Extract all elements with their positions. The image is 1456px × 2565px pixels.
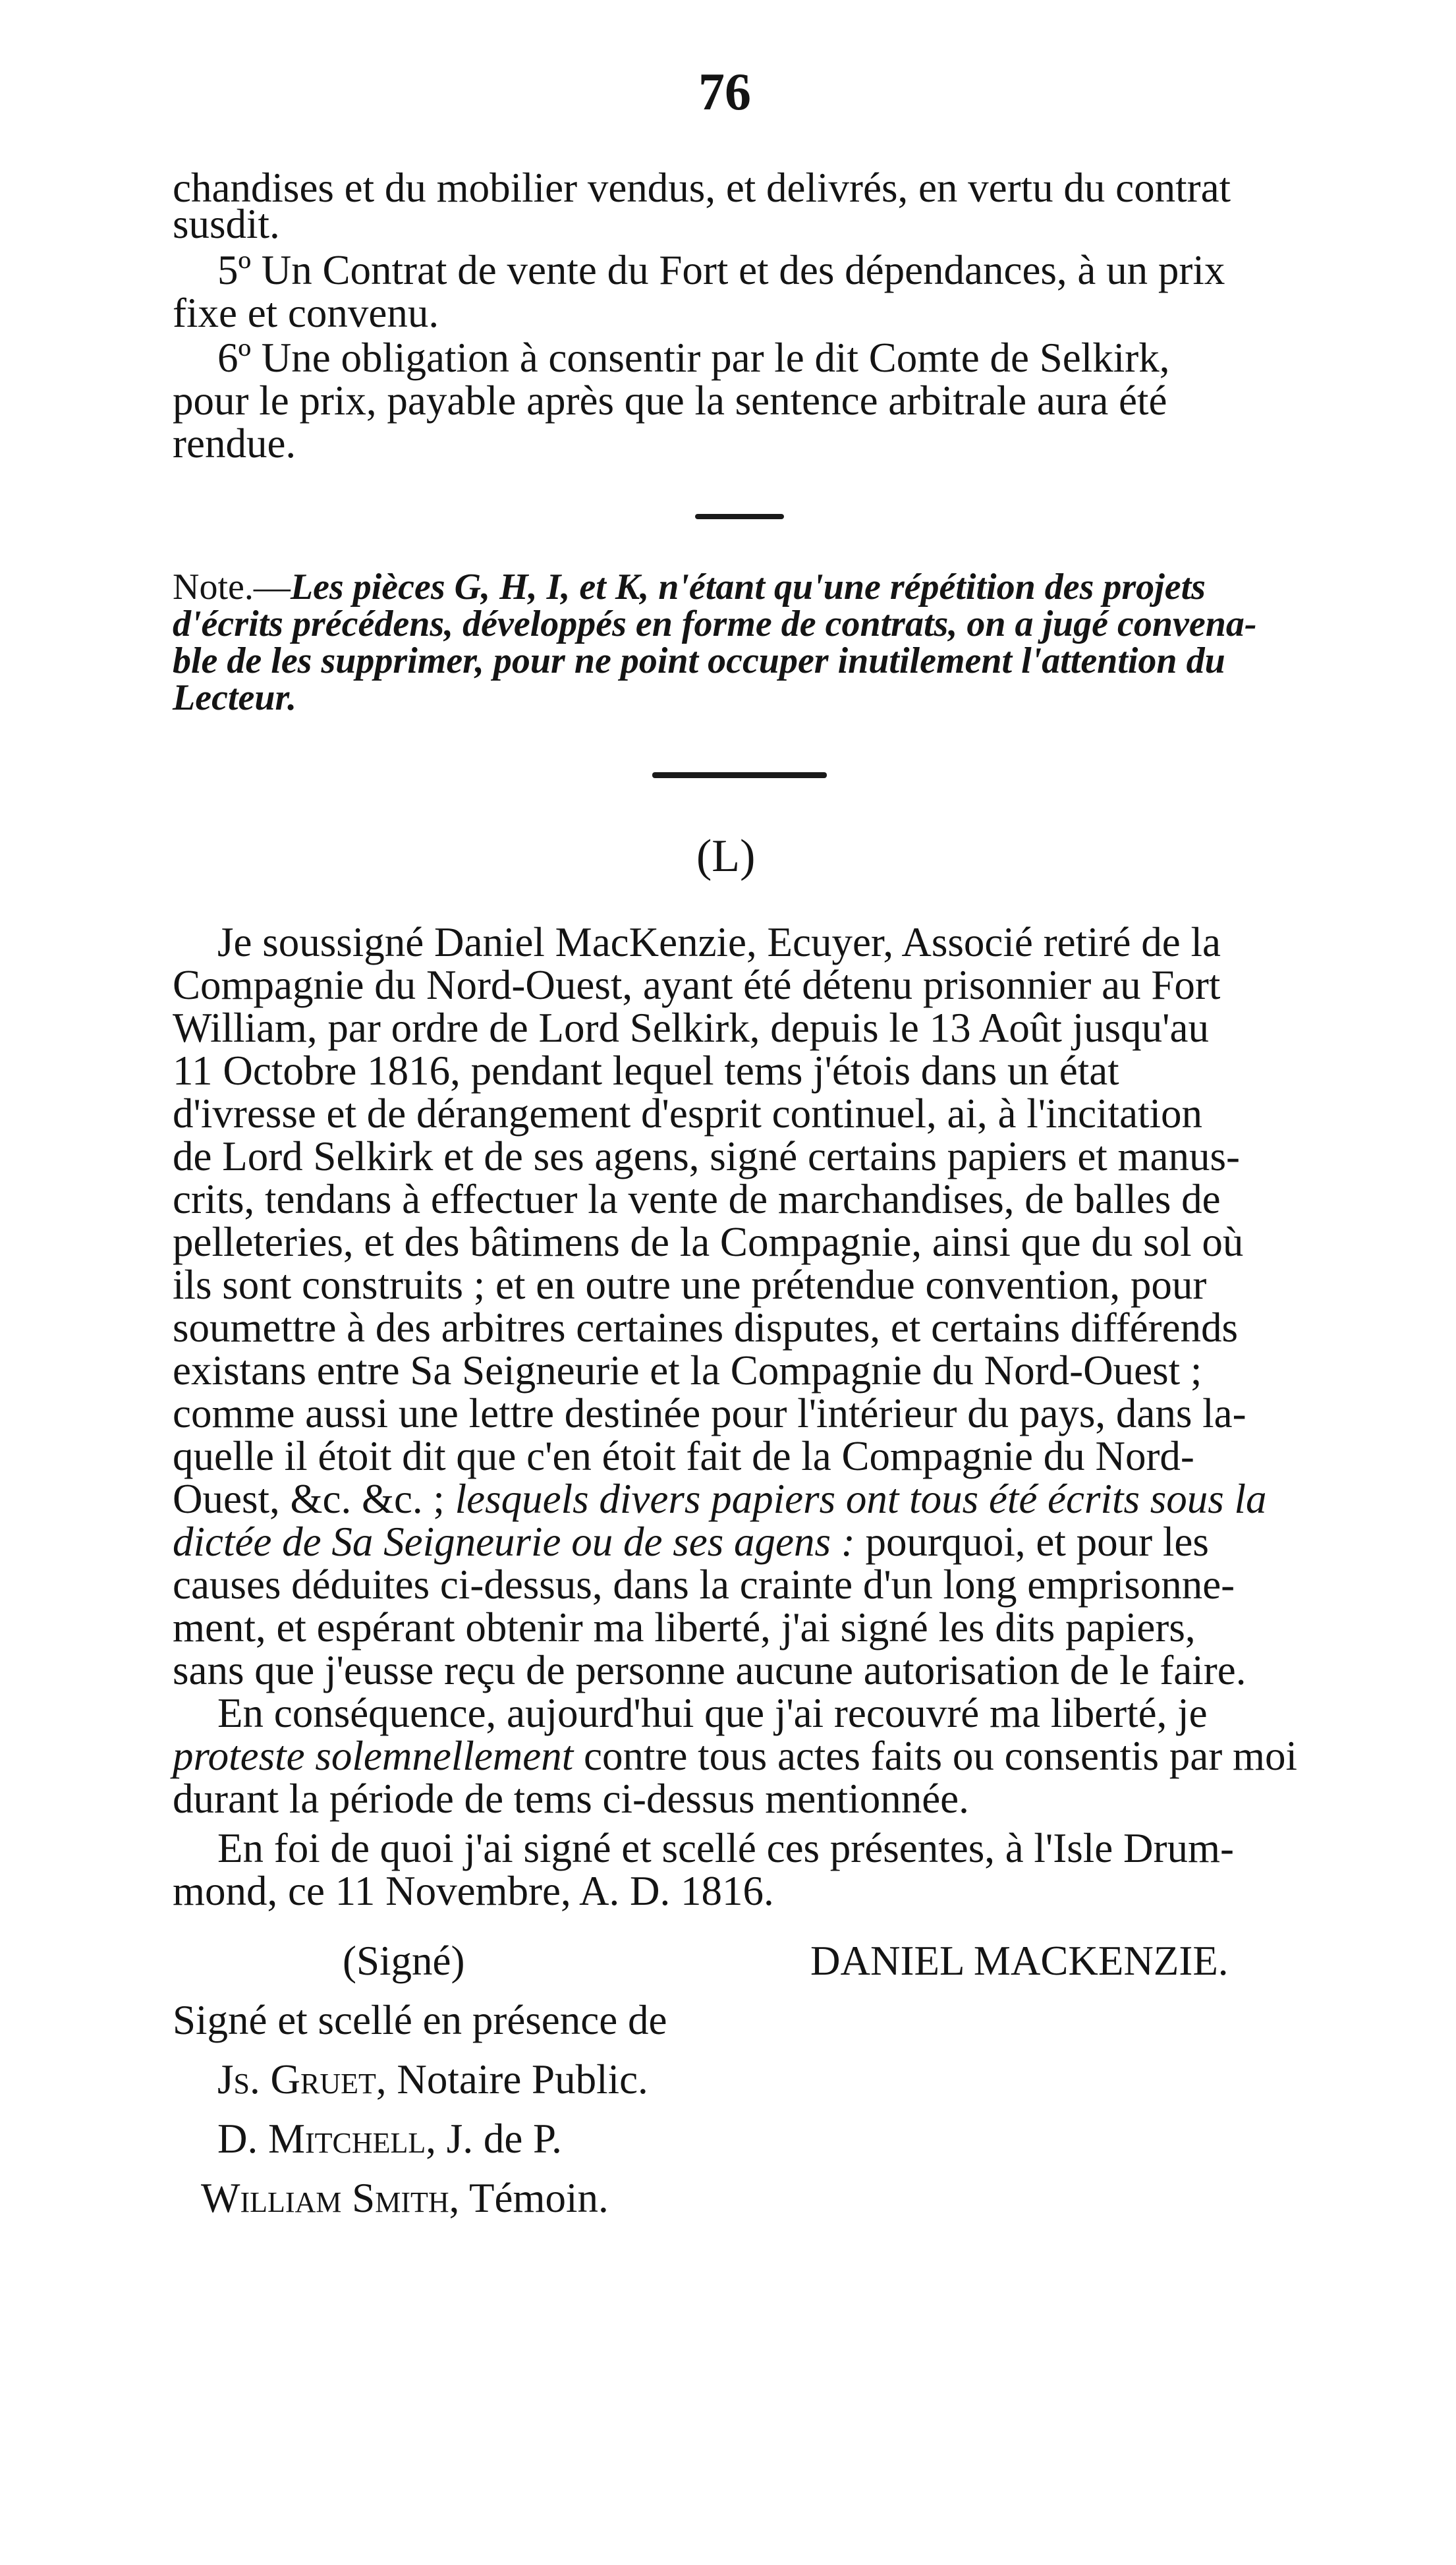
text-line [173,1476,1267,1522]
text-line: pour le prix, payable après que la sentence arbitrale aura été [173,378,1167,424]
text-line: rendue. [173,420,296,466]
text-line: causes déduites ci-dessus, dans la crainte d'un long emprisonne- [173,1562,1235,1608]
note-text: Les pièces G, H, I, et K, n'étant qu'une répétition des projets [290,567,1206,607]
text-line: 11 Octobre 1816, pendant lequel tems j'étois dans un état [173,1048,1119,1094]
text-line: pelleteries, et des bâtimens de la Compagnie, ainsi que du sol où [173,1219,1244,1265]
page-number: 76 [698,63,751,121]
note-line [173,642,1225,680]
note-text: d'écrits précédens, développés en forme de contrats, on a jugé convena- [173,604,1257,644]
text-line: En foi de quoi j'ai signé et scellé ces présentes, à l'Isle Drum- [217,1825,1234,1871]
italic-span: proteste solemnellement [173,1733,574,1779]
text-line: durant la période de tems ci-dessus mentionnée. [173,1776,969,1822]
witness-name: D. Mitchell [217,2116,426,2162]
section-heading: (L) [696,831,756,882]
text-line: ils sont construits ; et en outre une prétendue convention, pour [173,1262,1207,1308]
italic-span: dictée de Sa Seigneurie ou de ses agens : [173,1519,866,1565]
divider-rule [695,514,784,519]
text-line: existans entre Sa Seigneurie et la Compagnie du Nord-Ouest ; [173,1347,1202,1394]
text-line [173,1733,1297,1779]
witness-role: , Notaire Public. [376,2056,648,2102]
text-span: pourquoi, et pour les [865,1519,1209,1565]
witness-line [217,2115,562,2163]
witness-name: William Smith [201,2175,449,2221]
text-line: soumettre à des arbitres certaines disputes, et certains différends [173,1305,1238,1351]
witness-line [201,2174,609,2222]
text-line: Compagnie du Nord-Ouest, ayant été détenu prisonnier au Fort [173,962,1221,1008]
text-line: crits, tendans à effectuer la vente de marchandises, de balles de [173,1176,1221,1222]
text-line [173,1519,1209,1565]
witness-role: , J. de P. [426,2116,562,2162]
note-line [173,568,1206,606]
text-line: 5º Un Contrat de vente du Fort et des dépendances, à un prix [217,247,1225,293]
text-span: Ouest, &c. &c. ; [173,1476,455,1522]
signer-name: DANIEL MACKENZIE. [810,1938,1229,1984]
divider-rule [652,772,827,778]
signed-label: (Signé) [343,1938,465,1984]
text-line: 6º Une obligation à consentir par le dit Comte de Selkirk, [217,335,1170,381]
note-text: ble de les supprimer, pour ne point occuper inutilement l'attention du [173,640,1225,681]
presence-line: Signé et scellé en présence de [173,1997,667,2043]
text-line: sans que j'eusse reçu de personne aucune autorisation de le faire. [173,1647,1246,1693]
text-line: quelle il étoit dit que c'en étoit fait de la Compagnie du Nord- [173,1433,1194,1479]
text-line: mond, ce 11 Novembre, A. D. 1816. [173,1868,774,1914]
text-line: susdit. [173,201,280,247]
note-line [173,605,1257,643]
text-line: ment, et espérant obtenir ma liberté, j'ai signé les dits papiers, [173,1604,1196,1650]
witness-role: , Témoin. [449,2175,609,2221]
note-label: Note.— [173,567,291,607]
text-line: comme aussi une lettre destinée pour l'intérieur du pays, dans la- [173,1390,1246,1436]
text-line: de Lord Selkirk et de ses agens, signé certains papiers et manus- [173,1133,1241,1179]
note-text: Lecteur. [173,677,297,718]
italic-span: lesquels divers papiers ont tous été écrits sous la [455,1476,1267,1522]
witness-name: Js. Gruet [217,2056,376,2102]
text-span: contre tous actes faits ou consentis par moi [573,1733,1297,1779]
text-line: d'ivresse et de dérangement d'esprit continuel, ai, à l'incitation [173,1090,1203,1137]
witness-line [217,2056,648,2104]
text-line: fixe et convenu. [173,290,439,336]
text-line: En conséquence, aujourd'hui que j'ai recouvré ma liberté, je [217,1690,1208,1736]
text-line: William, par ordre de Lord Selkirk, depuis le 13 Août jusqu'au [173,1005,1210,1051]
text-line: Je soussigné Daniel MacKenzie, Ecuyer, Associé retiré de la [217,919,1221,965]
note-line [173,679,296,717]
text-line: chandises et du mobilier vendus, et delivrés, en vertu du contrat [173,165,1231,211]
